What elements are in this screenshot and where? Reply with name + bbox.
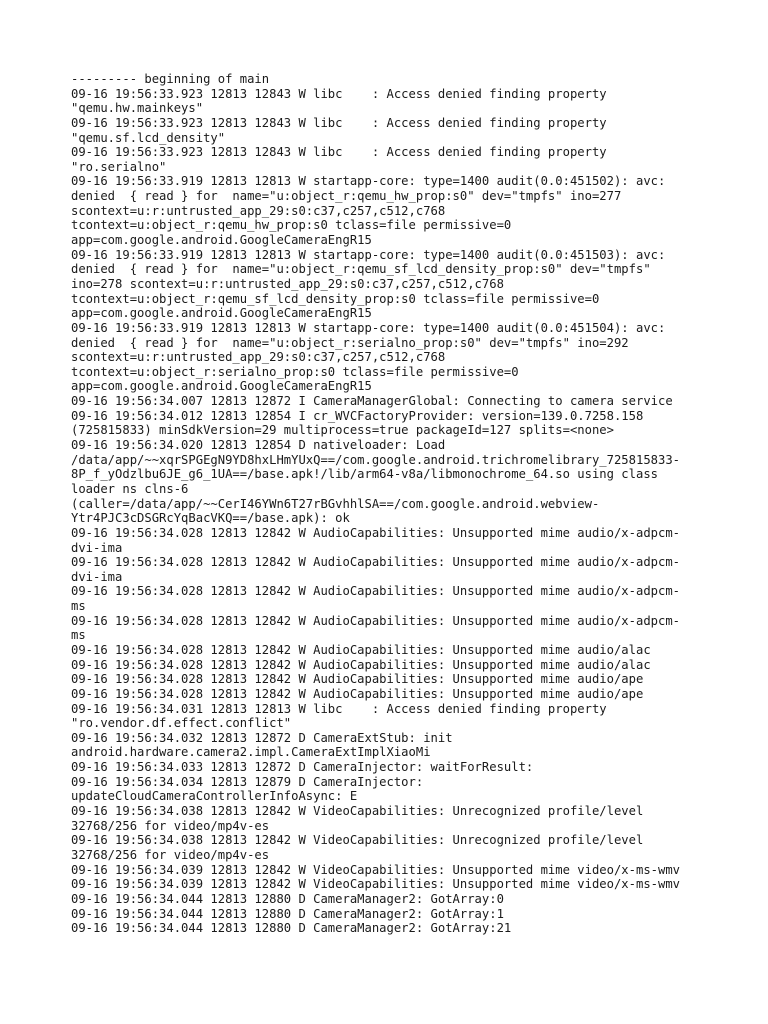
log-line: 09-16 19:56:34.007 12813 12872 I CameraManagerGlobal: Connecting to camera service (71, 394, 673, 409)
log-line: Ytr4PJC3cDSGRcYqBacVKQ==/base.apk): ok (71, 511, 350, 526)
log-line: 09-16 19:56:34.044 12813 12880 D CameraManager2: GotArray:0 (71, 891, 504, 906)
log-line: ms (71, 628, 86, 643)
log-line: "ro.vendor.df.effect.conflict" (71, 716, 292, 731)
log-line: 32768/256 for video/mp4v-es (71, 847, 270, 862)
log-line: 32768/256 for video/mp4v-es (71, 818, 270, 833)
log-line: scontext=u:r:untrusted_app_29:s0:c37,c257,c512,c768 (71, 350, 446, 365)
log-line: 09-16 19:56:34.028 12813 12842 W AudioCapabilities: Unsupported mime audio/x-adpcm- (71, 555, 681, 570)
log-line: /data/app/~~xqrSPGEgN9YD8hxLHmYUxQ==/com.google.android.trichromelibrary_725815833- (71, 452, 681, 467)
log-line: 09-16 19:56:33.923 12813 12843 W libc : Access denied finding property (71, 86, 607, 101)
log-line: ms (71, 599, 86, 614)
log-line: scontext=u:r:untrusted_app_29:s0:c37,c257,c512,c768 (71, 203, 446, 218)
log-line: dvi-ima (71, 569, 123, 584)
log-line: "qemu.sf.lcd_density" (71, 130, 226, 145)
log-line: 09-16 19:56:33.919 12813 12813 W startapp-core: type=1400 audit(0.0:451502): avc: (71, 174, 666, 189)
log-line: tcontext=u:object_r:qemu_sf_lcd_density_prop:s0 tclass=file permissive=0 (71, 291, 600, 306)
log-line: 09-16 19:56:33.923 12813 12843 W libc : Access denied finding property (71, 115, 607, 130)
log-line: "qemu.hw.mainkeys" (71, 101, 204, 116)
log-line: 09-16 19:56:34.033 12813 12872 D CameraInjector: waitForResult: (71, 760, 534, 775)
log-line: app=com.google.android.GoogleCameraEngR15 (71, 233, 372, 248)
log-line: 09-16 19:56:34.028 12813 12842 W AudioCapabilities: Unsupported mime audio/ape (71, 672, 644, 687)
log-line: 09-16 19:56:33.919 12813 12813 W startapp-core: type=1400 audit(0.0:451504): avc: (71, 320, 666, 335)
log-line: (caller=/data/app/~~CerI46YWn6T27rBGvhhlSA==/com.google.android.webview- (71, 496, 600, 511)
log-line: 09-16 19:56:34.028 12813 12842 W AudioCapabilities: Unsupported mime audio/x-adpcm- (71, 584, 681, 599)
log-line: updateCloudCameraControllerInfoAsync: E (71, 789, 358, 804)
log-line: 09-16 19:56:34.028 12813 12842 W AudioCapabilities: Unsupported mime audio/alac (71, 657, 651, 672)
log-line: denied { read } for name="u:object_r:qemu_sf_lcd_density_prop:s0" dev="tmpfs" (71, 262, 651, 277)
log-line: 09-16 19:56:34.031 12813 12813 W libc : Access denied finding property (71, 701, 607, 716)
log-line: app=com.google.android.GoogleCameraEngR15 (71, 379, 372, 394)
log-line: 09-16 19:56:34.028 12813 12842 W AudioCapabilities: Unsupported mime audio/ape (71, 686, 644, 701)
log-line: (725815833) minSdkVersion=29 multiprocess=true packageId=127 splits=<none> (71, 423, 614, 438)
log-line: 09-16 19:56:34.039 12813 12842 W VideoCapabilities: Unsupported mime video/x-ms-wmv (71, 877, 681, 892)
log-line: 09-16 19:56:34.028 12813 12842 W AudioCapabilities: Unsupported mime audio/x-adpcm- (71, 613, 681, 628)
log-line: 09-16 19:56:34.034 12813 12879 D CameraInjector: (71, 774, 424, 789)
log-line: 09-16 19:56:34.044 12813 12880 D CameraManager2: GotArray:21 (71, 921, 512, 936)
log-line: 09-16 19:56:34.028 12813 12842 W AudioCapabilities: Unsupported mime audio/x-adpcm- (71, 525, 681, 540)
log-line: --------- beginning of main (71, 72, 270, 86)
log-line: 09-16 19:56:34.038 12813 12842 W VideoCapabilities: Unrecognized profile/level (71, 833, 644, 848)
log-line: denied { read } for name="u:object_r:qemu_hw_prop:s0" dev="tmpfs" ino=277 (71, 189, 622, 204)
log-output (71, 72, 731, 936)
log-line: 09-16 19:56:34.032 12813 12872 D CameraExtStub: init (71, 730, 453, 745)
log-line: 09-16 19:56:34.028 12813 12842 W AudioCapabilities: Unsupported mime audio/alac (71, 642, 651, 657)
log-line: tcontext=u:object_r:qemu_hw_prop:s0 tclass=file permissive=0 (71, 218, 512, 233)
log-line: dvi-ima (71, 540, 123, 555)
log-line: tcontext=u:object_r:serialno_prop:s0 tclass=file permissive=0 (71, 364, 519, 379)
log-line: loader ns clns-6 (71, 481, 189, 496)
log-line: 8P_f_yOdzlbu6JE_g6_1UA==/base.apk!/lib/arm64-v8a/libmonochrome_64.so using class (71, 467, 658, 482)
log-line: 09-16 19:56:34.039 12813 12842 W VideoCapabilities: Unsupported mime video/x-ms-wmv (71, 862, 681, 877)
log-line: "ro.serialno" (71, 159, 167, 174)
log-line: app=com.google.android.GoogleCameraEngR15 (71, 306, 372, 321)
log-line: 09-16 19:56:33.923 12813 12843 W libc : Access denied finding property (71, 145, 607, 160)
log-line: 09-16 19:56:34.038 12813 12842 W VideoCapabilities: Unrecognized profile/level (71, 804, 644, 819)
log-line: 09-16 19:56:34.020 12813 12854 D nativeloader: Load (71, 438, 446, 453)
log-line: android.hardware.camera2.impl.CameraExtImplXiaoMi (71, 745, 431, 760)
log-line: ino=278 scontext=u:r:untrusted_app_29:s0:c37,c257,c512,c768 (71, 276, 504, 291)
log-line: 09-16 19:56:34.044 12813 12880 D CameraManager2: GotArray:1 (71, 906, 504, 921)
log-line: 09-16 19:56:33.919 12813 12813 W startapp-core: type=1400 audit(0.0:451503): avc: (71, 247, 666, 262)
log-line: denied { read } for name="u:object_r:serialno_prop:s0" dev="tmpfs" ino=292 (71, 335, 629, 350)
log-line: 09-16 19:56:34.012 12813 12854 I cr_WVCFactoryProvider: version=139.0.7258.158 (71, 408, 644, 423)
